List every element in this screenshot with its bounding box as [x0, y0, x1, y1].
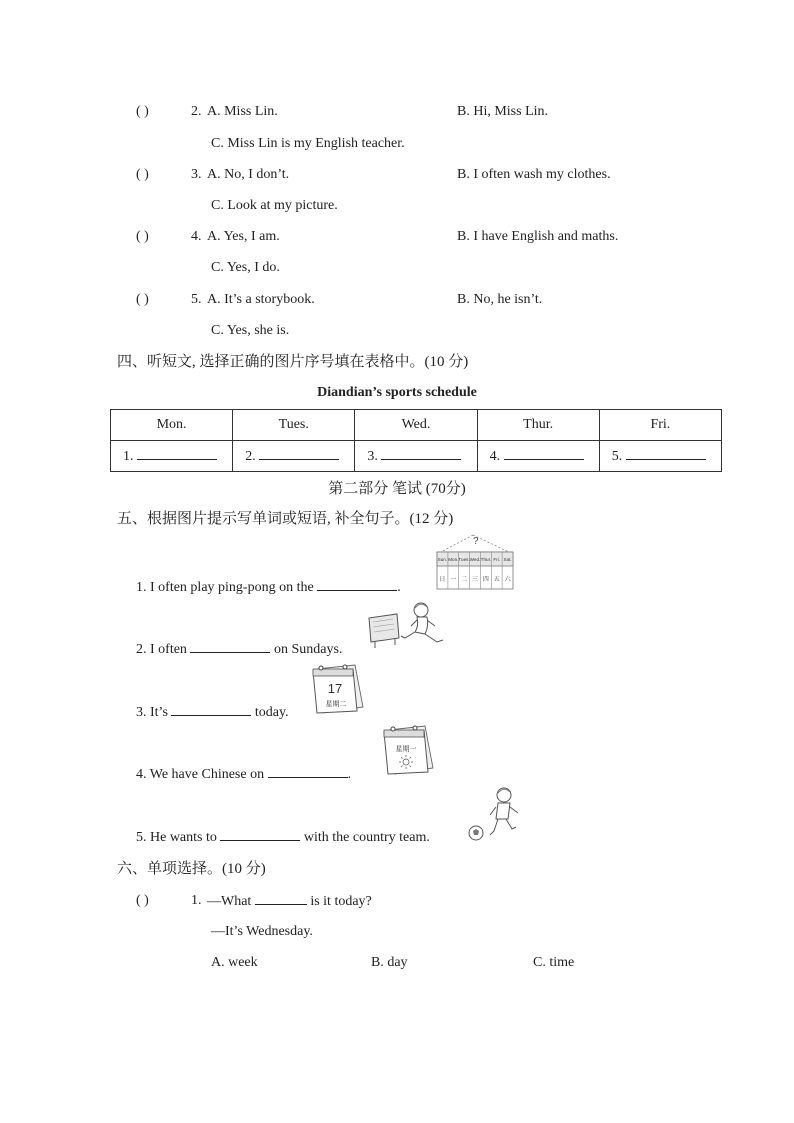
answer-paren[interactable]: ( ): [136, 893, 149, 908]
schedule-header-row: [111, 410, 722, 441]
option-a: A. week: [211, 955, 258, 970]
cell-number: 3.: [367, 449, 378, 464]
stem-end: is it today?: [310, 894, 372, 909]
part2-heading: 第二部分 笔试 (70分): [328, 481, 466, 497]
option-c: C. Miss Lin is my English teacher.: [211, 136, 405, 151]
item-number: 4.: [191, 229, 202, 244]
sentence-end: with the country team.: [303, 830, 430, 845]
wk-fri: Fri.: [493, 557, 501, 562]
answer-blank[interactable]: [171, 703, 251, 716]
wk-cn-2: 二: [461, 576, 468, 583]
fill-item-4: [136, 765, 351, 784]
sentence-start: 5. He wants to: [136, 830, 217, 845]
option-a: A. Miss Lin.: [207, 104, 278, 119]
day-thur: Thur.: [477, 410, 599, 441]
option-b: B. No, he isn’t.: [457, 292, 543, 307]
fill-item-5: [136, 828, 430, 847]
wk-sat: Sat.: [503, 557, 512, 562]
answer-paren[interactable]: ( ): [136, 167, 149, 182]
option-c: C. Look at my picture.: [211, 198, 338, 213]
day-fri: Fri.: [599, 410, 721, 441]
answer-cell-2[interactable]: [233, 441, 355, 472]
item-number: 3.: [191, 167, 202, 182]
sentence-start: 4. We have Chinese on: [136, 767, 265, 782]
option-b: B. Hi, Miss Lin.: [457, 104, 549, 119]
answer-blank[interactable]: [504, 447, 584, 460]
calendar-weekday: 星期一: [395, 745, 417, 753]
fill-item-3: [136, 703, 289, 722]
fill-item-1: [136, 578, 401, 597]
cell-number: 4.: [489, 449, 501, 464]
section5-heading: 五、根据图片提示写单词或短语, 补全句子。(12 分): [117, 511, 454, 527]
schedule-title: Diandian’s sports schedule: [317, 385, 477, 400]
option-c: C. Yes, I do.: [211, 260, 280, 275]
answer-cell-4[interactable]: [477, 441, 599, 472]
sentence-end: today.: [254, 705, 289, 720]
option-b: B. I often wash my clothes.: [457, 167, 611, 182]
item-number: 2.: [191, 104, 202, 119]
day-wed: Wed.: [355, 410, 477, 441]
wk-cn-0: 日: [439, 576, 446, 583]
wk-cn-3: 三: [471, 576, 479, 583]
answer-blank[interactable]: [626, 447, 706, 460]
sentence-end: .: [347, 767, 352, 782]
sentence-start: 3. It’s: [136, 705, 168, 720]
question-response: —It’s Wednesday.: [211, 924, 313, 939]
boy-watching-tv-icon: [365, 598, 449, 652]
answer-paren[interactable]: ( ): [136, 229, 149, 244]
answer-cell-5[interactable]: [599, 441, 721, 472]
section6-heading: 六、单项选择。(10 分): [117, 861, 266, 877]
answer-blank[interactable]: [220, 828, 300, 841]
stem-start: —What: [207, 894, 252, 909]
option-c: C. Yes, she is.: [211, 323, 290, 338]
option-a: A. Yes, I am.: [207, 229, 280, 244]
wk-sun: Sun.: [437, 557, 448, 562]
answer-paren[interactable]: ( ): [136, 292, 149, 307]
cell-number: 1.: [123, 449, 134, 464]
answer-blank[interactable]: [381, 447, 461, 460]
calendar-weekday: 星期二: [325, 700, 347, 708]
sentence-end: .: [397, 580, 401, 595]
answer-blank[interactable]: [190, 640, 270, 653]
question-stem: [207, 892, 372, 911]
wk-thur: Thur.: [480, 557, 492, 562]
football-icon: [469, 826, 483, 840]
date-calendar-icon: [309, 661, 367, 719]
day-tues: Tues.: [233, 410, 355, 441]
answer-blank[interactable]: [268, 765, 348, 778]
option-c: C. time: [533, 955, 575, 970]
answer-cell-1[interactable]: [111, 441, 233, 472]
sentence-start: 2. I often: [136, 642, 187, 657]
option-a: A. No, I don’t.: [207, 167, 290, 182]
wk-mon: Mon.: [448, 557, 459, 562]
option-b: B. I have English and maths.: [457, 229, 619, 244]
fill-item-2: [136, 640, 342, 659]
item-number: 1.: [191, 893, 202, 908]
option-b: B. day: [371, 955, 408, 970]
wk-cn-5: 五: [493, 576, 500, 583]
answer-blank[interactable]: [255, 892, 307, 905]
wk-wed: Wed.: [469, 557, 481, 562]
sentence-end: on Sundays.: [273, 642, 343, 657]
wk-cn-6: 六: [504, 576, 511, 583]
answer-paren[interactable]: ( ): [136, 104, 149, 119]
answer-blank[interactable]: [259, 447, 339, 460]
schedule-table: [110, 409, 722, 472]
schedule-answer-row: [111, 441, 722, 472]
weekly-calendar-icon: [435, 533, 515, 591]
boy-playing-football-icon: [462, 785, 526, 845]
section4-heading: 四、听短文, 选择正确的图片序号填在表格中。(10 分): [117, 354, 469, 370]
cell-number: 5.: [611, 449, 623, 464]
option-a: A. It’s a storybook.: [207, 292, 315, 307]
item-number: 5.: [191, 292, 202, 307]
answer-blank[interactable]: [137, 447, 217, 460]
answer-blank[interactable]: [317, 578, 397, 591]
wk-cn-4: 四: [482, 576, 489, 583]
weekday-calendar-icon: [381, 722, 437, 780]
wk-tues: Tues.: [458, 557, 470, 562]
calendar-date-number: 17: [327, 681, 343, 696]
wk-cn-1: 一: [450, 576, 457, 583]
question-mark: ?: [473, 536, 479, 547]
sentence-start: 1. I often play ping-pong on the: [136, 580, 314, 595]
cell-number: 2.: [245, 449, 256, 464]
answer-cell-3[interactable]: [355, 441, 477, 472]
day-mon: Mon.: [111, 410, 233, 441]
